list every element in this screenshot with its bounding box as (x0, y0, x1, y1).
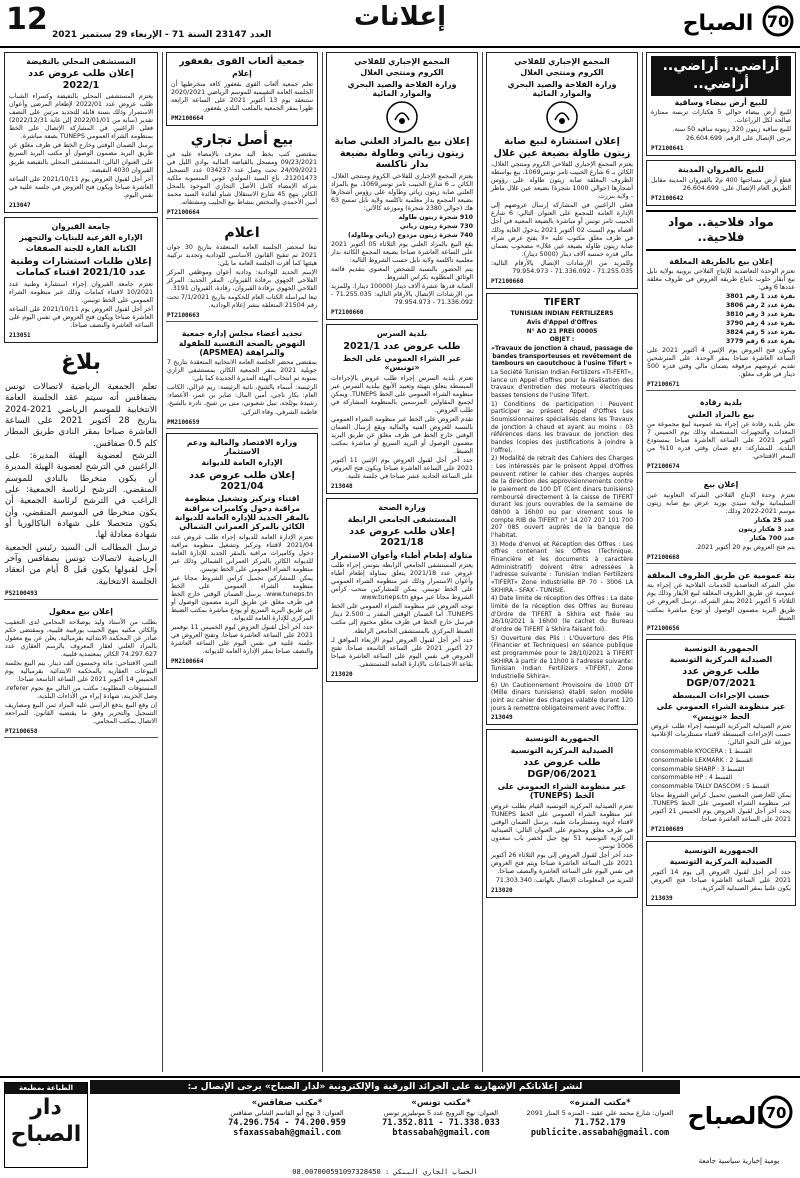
ad-text: قطع أرض مساحتها 400 م2 بالقيروان المدينة مقابل الطريق العام الإتصال على: 26.604.699 (651, 176, 791, 192)
ad-text: يعتزم المجمع الإجباري للفلاحي الكروم ومنتجي الغلال، الكائن بـ 6 شارع الحبيب ثامر تونس1069، بيع بالمزاد العلني صابة زيتون زياتي وطاولة على رؤوس أشجارها بضيعة المجمع بدار معلمية تاكلسة ولاية نابل تمسح 63 هك (حوالي 2380 شجرة) وموزعة كالآتي: (331, 172, 473, 212)
ad-issuer: الكتابة القارة للجنة الصفقات (25, 244, 137, 254)
ad-issuer: الكروم ومنتجي الغلال (520, 68, 604, 78)
svg-text:70: 70 (766, 12, 790, 31)
printer-label: الطباعة بمطبعة (5, 1083, 87, 1094)
ad-text: تعلم جمعية ألعاب القوى بقعفور كافة منخرطيها أن الجلسة العامة التقييمية للموسم الرياضي 2020/2021 ستنعقد يوم 13 أكتوبر 2021 على الساعة الرابعة ظهرا بمقر الجمعية بالملعب البلدي بقعفور. (171, 80, 313, 112)
company-full-name: TUNISIAN INDIAN FERTILIZERS (510, 310, 614, 318)
office-email[interactable]: sfaxassabah@gmail.com (233, 1128, 341, 1139)
ad-text: حدد آخر أجل لقبول العروض يوم الإثنين 11 أكتوبر 2021 على الساعة العاشرة صباحا ويكون فتح العروض على الساعة الحادية عشر صباحا في جلسة علنية. (331, 457, 473, 481)
contact-strip: لنشر إعلاناتكم الإشهارية على الجرائد الورقية والإلكترونية «لدار الصباح» يرجى الإتصال بـ: (90, 1080, 680, 1094)
ad-title: إعلان بيع معقول (49, 607, 113, 617)
ad-object-label: OBJET : (549, 336, 575, 344)
ad-text: حدد آخر أجل لقبول العروض ليوم الإربعاء الموافق لـ 27 أكتوبر 2021 على الساعة التاسعة صباحا. تفتح العروض في نفس اليوم على الساعة العاشرة صباحا بقاعة الاجتماعات بالإدارة العامة للمستشفى. (331, 636, 473, 668)
ad-text: تبعا لمحضر الجلسة العامة المنعقدة بتاريخ 30 جوان 2021 تم تنقيح القانون الأساسي للودادية وتجديد تركيبة هيئتها كما أقرت الجلسة العامة ما يلي: (167, 243, 317, 267)
ad-telecom-club (4, 380, 158, 600)
ad-issuer: الجمهورية التونسية (684, 643, 758, 653)
ad-text: وللمزيد من الإرشادات الإتصال بالأرقام التالية: 71.255.035 - 71.336.092 - 79.954.973 (491, 259, 633, 275)
ad-olive-auction (326, 52, 478, 320)
ad-reference: PT2100641 (651, 145, 684, 153)
ad-subtitle: بيع بالمزاد العلني (687, 409, 755, 419)
ad-subtitle: عبر منظومة الشراء العمومي على الخط (TUNEPS) (497, 781, 627, 801)
ad-reference: PT2100663 (167, 312, 200, 320)
column-rule (322, 52, 323, 1072)
office-title: *مكتب تونس» (411, 1098, 471, 1108)
ad-title: طلب عروض عدد 2021/1 (343, 340, 461, 352)
column-rule (162, 52, 163, 1072)
ad-title: إعلان طلب عروض عدد 2022/1 (28, 68, 134, 91)
list-item: 910 شجرة زيتون طاولة (398, 213, 473, 221)
column-2 (486, 52, 638, 1072)
ad-pharmacy-tender-07 (646, 639, 796, 837)
ad-text: تعلم الجمعية الرياضية لاتصالات تونس بصفاقس أنه سيتم عقد الجلسة العامة الانتخابية للموسم الرياضي 2021-2024 بتاريخ 28 أكتوبر 2021 على الساعة العاشرة صباحا بمقر النادي طريق المطار كلم 0.5 صفاقس. (5, 381, 158, 449)
ad-title: إعلان طلب عروض عدد 2021/04 (189, 469, 295, 492)
ad-issuer: بلدية السرس (376, 329, 428, 339)
ad-title: طلب عروض عدد 2021/DGP/06 (523, 757, 601, 780)
ad-issuer: وزارة الاقتصاد والمالية ودعم الاستثمار (186, 437, 298, 456)
ad-text: يقع البيع بالمزاد العلني يوم الثلاثاء 05 أكتوبر 2021 على الساعة العاشرة صباحا بضيعة المجمع الكائنة بدار معلمية تاكلسة ولاية نابل حسب الشروط التالية: (331, 240, 473, 265)
office-title: *مكتب صفاقس» (251, 1098, 323, 1108)
ad-text: تعتزم الوحدة التعاضدية للإنتاج الفلاحي بروبية بولاية نابل بيع أبقار حلوب باتباع طريقة العروض في ظروف مغلقة عددها 6 وهي: (647, 267, 795, 291)
printer-badge (4, 1082, 88, 1168)
ad-table-olive-consult (486, 52, 638, 289)
ad-kairouan-university (4, 217, 158, 343)
company-name: TIFERT (543, 296, 581, 308)
ad-text: تعلن بلدية رقادة عن إجراء بتة عمومية لبيع مجموعة من المعدات والتجهيزات المستعملة وذلك يوم الخميس 7 أكتوبر 2021 على الساعة العاشرة صباحا بمستودع البلدية. للمشاركة: دفع ضمان وقتي قدره 10% من السعر الافتتاحي. (647, 421, 795, 461)
ad-text: تعتزم بلدية السرس إجراء طلب عروض بالإجراءات المبسطة يتعلق بتهيئة وتعبيد الأنهج ببلدية السرس عبر منظومة الشراء العمومي على الخط TUNEPS. ويمكن لجميع المقاولين المرسمين بالمنظومة المشاركة في طلب العروض. (331, 374, 473, 414)
lot-item: consommable KYOCERA : 1 القسط (651, 748, 752, 756)
list-item: بقرة عدد 1 رقم 3801 (725, 292, 795, 300)
ad-text: تعلن الشركة التعاضدية للخدمات الفلاحية عن إجراء بتة عمومية عن طريق الظروف المغلقة لبيع الأبقار وذلك يوم الثلاثاء 5 أكتوبر 2021 بمقر الشركة. ترسل العروض عن طريق البريد مضمون الوصول أو تودع مباشرة بمكتب الضبط. (647, 582, 795, 622)
ad-reference: 213048 (331, 483, 353, 491)
office-phone[interactable]: 71.352.811 - 71.338.033 (382, 1118, 500, 1129)
footer-tagline: يومية إخبارية سياسية جامعة (698, 1157, 780, 1166)
list-item: 740 شجرة زيتون مزدوج (زياتي وطاولة) (347, 231, 473, 239)
ad-issuer: الجمهورية التونسية (684, 845, 758, 855)
ad-text: 4) Date limite de réception des Offres : La date limite de la réception des Offres au Bureau d'Ordre de TIFERT à Skhira est fixée au 26/10/2021 à 16h00 (le cachet du Bureau d'ordre de TIFERT à Skhira faisant foi). (491, 595, 633, 634)
ad-reference: PT2100642 (651, 194, 684, 202)
list-item: 730 شجرة زيتون زياتي (399, 222, 473, 230)
ad-reference: PM2100659 (167, 418, 200, 426)
ad-text: توجه العروض عبر منظومة الشراء العمومي على الخط TUNEPS. أما الضمان الوقتي المقدر بـ 2.500 دينار فيرسل خارج الخط في ظرف مغلق مختوم إلى مكتب الضبط المركزي بالمستشفى الجامعي الرابطة. (331, 603, 473, 635)
ad-issuer: المستشفى المحلي بالنفيضة (26, 57, 136, 66)
ad-issuer: الجمهورية التونسية (525, 734, 599, 744)
ad-real-estate-sale (4, 604, 158, 738)
ad-olive-harvest-sale (646, 477, 796, 564)
ad-subtitle: عبر الشراء العمومي على الخط «تونبس» (342, 354, 462, 373)
list-item: بقرة عدد 2 رقم 3806 (725, 302, 795, 310)
column-1 (646, 52, 796, 1072)
ad-issuer: الصيدلية المركزية التونسية (510, 745, 614, 755)
ad-text: الترشح لعضوية الهيئة المديرة: على الراغبين في الترشح لعضوية الهيئة المديرة أن يكون منخرطا بالنادي للموسم المنقضي. الترشح لرئاسة الجمعية: على الراغب في الترشح لرئاسة الجمعية أن يكون منخرطا في الموسم المنقضي، وأن يكون متحصلا على شهادة الباكالوريا أو شهادة معادلة لها. (5, 451, 157, 541)
list-item: بقرة عدد 3 رقم 3810 (725, 311, 795, 319)
ad-text: يرجى الإتصال على الرقم: 26.604.699 (685, 135, 791, 143)
ad-sers-municipality (326, 324, 478, 494)
ad-object: «Travaux de jonction à chaud, passage de bandes transporteuses et revêtement de tambours en caoutchouc à l'usine Tifert » (491, 344, 633, 368)
column-rule (642, 52, 643, 1072)
ad-text: حدد آخر أجل لقبول العروض إلى يوم الثلاثاء 26 أكتوبر 2021 على الساعة العاشرة صباحا ويتم فتح العروض في نفس اليوم على الساعة العاشرة والنصف صباحا. (491, 851, 633, 875)
ad-tifert-tender (486, 293, 638, 726)
office-tunis (366, 1098, 516, 1170)
ad-text: حدد آخر أجل لقبول العروض ليوم الخميس 11 نوفمبر 2021 على الساعة العاشرة صباحا. وتفتح العروض في جلسة علنية في نفس اليوم على الساعة العاشرة والنصف صباحا بمقر الإدارة العامة للديوانة. (171, 624, 313, 656)
ad-customs-tender (166, 433, 318, 670)
office-email[interactable]: publicite.assabah@gmail.com (530, 1128, 670, 1139)
ad-reference: PT2100660 (331, 309, 364, 317)
ad-title: اعلام (224, 225, 260, 242)
list-item: بقرة عدد 6 رقم 3779 (725, 338, 795, 346)
list-item: بقرة عدد 4 رقم 3790 (725, 320, 795, 328)
ad-reference: 213051 (9, 331, 31, 339)
ad-text: تعتزم وحدة الإنتاج الفلاحي الشركة التعاونية عين السليمانية بولاية سيدي بوزيد عرض بيع صابة زيتون موسم 2021-2022 وذلك: (647, 491, 795, 515)
ad-reference: PT2100674 (647, 463, 680, 471)
ad-reference: PT2100664 (167, 209, 200, 217)
ad-number: N° AO 21 PREI 00005 (526, 327, 598, 335)
ad-subtitle: عبر منظومة الشراء العمومي على الخط «تونِبس» (656, 702, 786, 721)
ad-cattle-sale (646, 254, 796, 392)
gicfruits-emblem-icon (385, 100, 419, 134)
ad-reference: PT2100656 (647, 624, 680, 632)
ad-business-sale (166, 130, 318, 219)
gicfruits-emblem-icon (545, 100, 579, 134)
footer-logo[interactable] (684, 1082, 794, 1168)
ad-rabta-hospital (326, 498, 478, 681)
ad-apsmea-board (166, 326, 318, 428)
ad-sealed-bid (646, 568, 796, 635)
ad-subtitle: حسب الإجراءات المبسطة (672, 691, 770, 701)
ad-text: 6) Un Cautionnement Provisoire de 1000 DT (Mille dinars tunisiens) établi selon modèle joint au cahier des charges valable durant 120 jours à remettre obligatoirement avec l'offre. (491, 681, 633, 712)
ad-reference: PT2100689 (651, 825, 684, 833)
advertising-contacts-footer (0, 1076, 800, 1178)
office-menzah (520, 1098, 680, 1170)
ad-title: تجديد أعضاء مجلس إدارة جمعية النهوض بالصحة النفسية للطفولة والمراهقة (APSMEA) (178, 329, 306, 357)
announcement-heading: بلاغ (61, 349, 101, 375)
ad-text: بمقتضى كتب بخط اليد معرف بالإمضاء عليه في 09/23/2021 ومسجل بالقباضة المالية بوادي الليل في 24/09/2021 تحت وصل عدد 034237 عدد التسجيل 21201473، باع السيد المولدي عوني المنسوبة ملكية شركة الإمضاء كامل الأصل التجاري الموجود بالمحل الكائن بنهج 45 شارع الاستقلال شباو لفائدة السيد محمد أمين الأحمدي والمختص بنشاط بيع الحليب ومشتقاته. (167, 150, 317, 206)
ad-issuer: الصيدلية المركزية التونسية (669, 857, 773, 867)
list-item: عدد 25 هكتار (754, 516, 795, 524)
ad-subtitle: للبيع بالقيروان المدينة (677, 165, 764, 175)
ad-title: أراضي.. أراضي.. أراضي.. (651, 56, 791, 96)
ad-athletics-association (166, 52, 318, 126)
list-item: بقرة عدد 5 رقم 3824 (725, 329, 795, 337)
ad-nfidha-hospital (4, 52, 158, 213)
ad-reference: PT2100660 (491, 277, 524, 285)
ad-text: يمكن للمشاركين تحميل كراس الشروط مجانا عبر منظومة الشراء العمومي على الخط www.tuneps.tn. يرسل الضمان الوقتي خارج الخط في ظرف مغلق عن طريق البريد مضمون الوصول أو عن طريق البريد السريع أو يودع مباشرة بمكتب الضبط المركزي للإدارة العامة للديوانة. (171, 575, 313, 623)
ad-reference: PT2100668 (647, 554, 680, 562)
ad-text: يمكن للعارضين المعنيين تحميل كراس الشروط مجانا عبر منظومة الشراء العمومي على الخط TUNEPS. يحدد آخر أجل لقبول العروض يوم الخميس 21 أكتوبر 2021 على الساعة العاشرة صباحا. (651, 791, 791, 823)
ad-reference: 213020 (331, 670, 353, 678)
ad-text: تعتزم الصيدلية المركزية التونسية القيام بطلب عروض عبر منظومة الشراء العمومي على الخط TUNEPS لاقتناء أدوية ومستلزمات طبية. يرسل الضمان الوقتي في ظرف مغلق ومختوم على العنوان التالي: الصيدلية المركزية التونسية 51 نهج جبل لخضر باب سعدون 1006 تونس. (491, 802, 633, 850)
ad-text: يتم الحضور بالنسبة للشخص المعنوي بتقديم قائمة الوثائق المطلوبة بكراس الشروط. (331, 266, 473, 282)
ad-raqqada-auction (646, 395, 796, 473)
ad-title: إعلان طلب عروض عدد 2021/18 (349, 526, 455, 549)
ad-reference: 213020 (491, 887, 513, 895)
ad-subtitle: للبيع أرض بيضاء وساقية (674, 97, 768, 107)
ad-issuer: المجمع الإجباري للفلاحي (354, 57, 450, 66)
ad-title: بلدية رقادة (699, 398, 743, 408)
ad-text: تعتزم الصيدلية المركزية التونسية إجراء طلب عروض حسب الإجراءات المبسطة لاقتناء مستلزمات الإعلامية موزعة على النحو التالي: (651, 723, 791, 747)
lot-item: consommable LEXMARK : 2 القسط (651, 756, 753, 764)
ad-text: الرئيسة: أسماء بالشيخ، نائبة الرئيسة: ريم غزالي، الكاتب العام: بكار ناجي، أمين المال: صابر بن عمر، الأعضاء: رشيدة بوثلجة، نبيل شعبوني، منى بن شيخ، نادرة بالشيخ، فاطمة الشرفي، وفاء التركي. (167, 384, 317, 416)
footer-logo-wordmark: الصباح (687, 1102, 765, 1130)
ad-text: فعلى الراغبين في المشاركة إرسال عروضهم إلى الإدارة العامة للمجمع على العنوان التالي: 6 شارع الحبيب ثامر تونس أو مباشرة بالضيعة المعنية في أجل أقصاه يوم السبت 02 أكتوبر 2021 بدخول الغاية وذلك في ظرف مغلق مكتوب عليه «لا يفتح عرض شراء صابة زيتون طاولة بضيعة عين غلال» مصحوب بضمان مالي قدره خمسة آلاف دينار (5000 دينار). (491, 202, 634, 258)
ad-reference: 213047 (9, 201, 31, 209)
svg-text:70: 70 (765, 1104, 787, 1122)
ad-text: تبعا لمراسلة الكتاب العام للحكومة بتاريخ 7/1/2021 تحت رقم 21504 المتعلقة بنشر إعلام الودادية. (167, 294, 317, 310)
ad-reference: PS2100493 (5, 590, 38, 598)
office-address: العنوان: 3 نهج أبو القاسم الشابي صفاقس (230, 1109, 344, 1118)
ad-text: الإسم الجديد للودادية: ودادية أعوان وموظفي المركز الفلاحي الجهوي برقادة القيروان. المقر الجديد: المركز الفلاحي الجهوي برقادة القيروان، رقادة، القيروان 3191. (167, 268, 317, 293)
bank-account: الحساب الجاري البنكي : 08.007000591097328450 (292, 1168, 478, 1176)
logo-wordmark: الصباح (682, 11, 754, 36)
ad-text: 3) Mode d'envoi et Réception des Offres : Les offres contenant les Offres (Technique, Financière et les documents à caractère Administratif) doivent être adressées à l'adresse suivante : Tunisian Indian Fertilizers «TIFERT» Zone industrielle BP 70 - 3006 LA SKHIRA - SFAX - TUNISIE. (491, 540, 633, 594)
ad-title: إعلان طلبات استشارات وطنية عدد 2021/10 اقتناء كمامات (10, 255, 152, 279)
ad-issuer: الصيدلية المركزية التونسية (669, 654, 773, 664)
lot-item: consommable HP : 4 القسط (651, 774, 733, 782)
ad-title: إعلان بيع بالمزاد العلني صابة زيتون زياتي وطاولة بضيعة بدار تاكلسة (334, 136, 470, 171)
column-3 (326, 52, 478, 1072)
ad-reference: 213049 (491, 714, 513, 722)
ad-reference: 213039 (651, 894, 673, 902)
ad-pharmacy-tender-06 (486, 729, 638, 898)
ad-issuer: جامعة القيروان (51, 221, 111, 231)
ad-heading: Avis d'Appel d'Offres (526, 318, 598, 326)
ad-title: إعلان بيع بالطريقة المغلقة (669, 256, 773, 266)
lot-item: consommable TALLY DASCOM : 5 القسط (651, 782, 770, 790)
office-address: العنوان: نهج النرويج عدد 5 مونبليزير تونس (383, 1109, 499, 1118)
ad-subtitle: مناولة إطعام أطباء وأعوان الاستمرار (331, 550, 473, 560)
ad-notice (166, 223, 318, 322)
ad-kairouan-plots (646, 160, 796, 205)
ad-text: تعتزم جامعة القيروان إجراء استشارة وطنية عدد 10/2021 لاقتناء كمامات وذلك عبر منظومة الشراء العمومي على الخط تونبس. (9, 280, 153, 304)
ad-pharmacy-notice (646, 841, 796, 906)
ad-issuer: المستشفى الجامعي الرابطة (347, 514, 457, 524)
ad-issuer: الإدارة الفرعية للبنايات والتجهيز (19, 233, 143, 243)
printer-name: دار الصباح (10, 1094, 82, 1148)
ad-title: إعلان بيع (703, 480, 739, 490)
list-item: عدد 3 هكتار زيتون (738, 525, 795, 533)
ad-text: تقدم العروض على الخط عبر منظومة الشراء العمومي بالنسبة للعروض الفنية والمالية ويقع إرسال الضمان الوقتي خارج الخط في ظرف مغلق عن طريق البريد مضمون الوصول أو البريد السريع أو مباشرة بمكتب الضبط. (331, 415, 473, 456)
ad-reference: PT2100658 (5, 728, 38, 736)
ad-text: يعتزم المستشفى المحلي بالنفيضة وكسراء الشباب طلب عروض عدد 2022/01 لإطعام المرضى وأعوان الاستمرار وذلك بسنة قابلة للتجديد مرتين على النصف تقدير (سابة من 2022/01/01 إلى غاية 2022/12/31) فعلى الراغبين في المشاركة الإتصال على الخط بمنظومة الشراء العمومي TUNEPS بصفة مباشرة. (9, 93, 153, 141)
list-item: عدد 700 هكتار (749, 534, 795, 542)
ad-text: 5) Ouverture des Plis : L'Ouverture des Plis (Financier et Techniques) en séance publique est programmée pour le 28/10/2021 à TIFERT SKHIRA à partir de 11h00 à l'adresse suivante: Tunisian Indian Fertilizers «TIFERT, Zone Industrielle Skhira». (491, 634, 633, 681)
ad-reference: PM2100664 (171, 658, 204, 666)
ad-reference: PT2100671 (647, 381, 680, 389)
ad-text: آخر أجل لقبول العروض يوم 2021/10/11 على الساعة العاشرة صباحا ويكون فتح العروض في نفس اليوم على الساعة العاشرة والنصف صباحا. (9, 305, 153, 329)
section-banner: مواد فلاحية.. مواد فلاحية.. (646, 210, 796, 251)
ad-text: تعتزم الإدارة العامة للديوانة إجراء طلب عروض عدد 2021/04 لاقتناء وتركيز وتشغيل منظومة مراقبة دخول وكاميرات مراقبة بالمقر الجديد للإدارة العامة للديوانة الكائن بالمركز العمراني الشمالي وذلك عبر منظومة الشراء العمومي على الخط تونبس. (171, 533, 313, 573)
ad-text: آخر أجل لقبول العروض يوم 2021/10/11 على الساعة العاشرة صباحا ويكون فتح العروض في جلسة علنية في نفس اليوم. (9, 175, 153, 199)
ad-text: يعتزم المستشفى الجامعي الرابطة بتونس إجراء طلب عروض عدد 2021/18 يتعلق بمناولة إطعام أطباء وأعوان الاستمرار وذلك عبر منظومة الشراء العمومي على الخط تونبس. يمكن للمشاركين سحب كراس الشروط مجانا عبر موقع www.tuneps.tn. (331, 562, 473, 602)
column-rule (482, 52, 483, 1072)
ad-text: 1) Conditions de participation : Peuvent participer au présent Appel d'Offres Les Soumissionnaires spécialisés dans les Travaux de jonction à chaud et ayant au moins : 03 références dans les travaux de jonction des bandes (copies des justifications à joindre à l'offre). (491, 400, 633, 454)
section-title: إعلانات (353, 2, 447, 32)
ad-text: ترسل المطالب الى السيد رئيس الجمعية الرياضية لاتصالات تونس بصفاقس وآخر أجل لقبولها يكون قبل 8 أيام من انعقاد الجلسة الانتخابية. (5, 542, 157, 587)
ad-issuer: وزارة الفلاحة والصيد البحري والموارد المائية (347, 79, 457, 99)
ad-title: طلب عروض عدد 2021/DGP/07 (682, 666, 760, 689)
ad-text: الصابة قدرها عشرة آلاف دينار (10000 دينار). وللمزيد من الإرشادات الإتصال بالأرقام التالية: 71.255.035 - 71.336.092 - 79.954.973 (331, 283, 473, 307)
ad-issuer: الكروم ومنتجي الغلال (360, 68, 444, 78)
office-phone[interactable]: 71.752.179 (574, 1118, 626, 1129)
lot-item: consommable SHARP : 3 القسط (651, 765, 745, 773)
ad-text: بطلب من الأستاذ وليد بوصلاحة المحامي لدى التعقيب والكائن مكتبه بنهج الحبيب بورقيبة قليبية، وبمقتضى حكم صادر عن المحكمة الابتدائية بقرمبالية، يعلن عن بيع معقول بالمزاد العلني لعقار المعروف بالرسم العقاري عدد 74.297.627 الكائن بمعتمدية قليبية. (5, 618, 157, 658)
column-5 (4, 52, 158, 1072)
ad-text: المستوفات المطلوبة: مكتب من التالي مع نجوم referer، وصل الخزينة، شهادة إبراء من الأداءات البلدية. (5, 684, 157, 700)
office-address: العنوان: شارع محمد علي عقيد - المنزه 5 المنار 2091 (526, 1109, 674, 1118)
issue-line: العدد 23147 السنة 71 - الإربعاء 29 سبتمبر 2021 (52, 30, 272, 40)
page-number: 12 (6, 2, 48, 37)
ad-text: 2) Modalité de retrait des Cahiers des Charges : Les intéressés par le présent Appel d'Offres peuvent retirer le cahier des charges auprès de la direction des approvisionnements contre le paiement de 100 DT (Cent dinars tunisiens) remboursé directement à la caisse de TIFERT durant les jours ouvrables de la semaine de 08h00 à 16h00 ou par virement sous le compte RIB de TIFERT n° 14 207 207 101 700 207 085 ouvert auprès de la banque de l'habitat. (491, 455, 633, 540)
ad-title: جمعية ألعاب القوى بقعفور (179, 56, 305, 67)
office-sfax (212, 1098, 362, 1170)
ad-text: يرسل الضمان الوقتي وخارج الخط في ظرف مغلق عن طريق البريد مضمون الوصول أو مكتب البريد السريع على العنوان التالي: المستشفى المحلي بالنفيضة طريق القيروان 4030 النفيضة. (9, 142, 153, 174)
office-phone[interactable]: 74.296.754 - 74.200.959 (228, 1118, 346, 1129)
ad-text: يعتزم المجمع الإجباري للفلاحي الكروم ومنتجي الغلال، الكائن بـ 6 شارع الحبيب ثامر تونس1069، بيع بواسطة الظروف المغلقة صابة زيتون طاولة على رؤوس أشجارها (حوالي 1000 شجرة) بضيعة عين غلال ماطر - ولاية بنزرت. (491, 161, 633, 201)
ad-text: الثمن الافتتاحي: مائة وخمسون ألف دينار. يتم البيع بجلسة البيوعات العقارية بالمحكمة الابتدائية بقرمبالية يوم الخميس 14 أكتوبر 2021 على الساعة التاسعة صباحا. (5, 659, 157, 683)
ad-land-sale (646, 52, 796, 156)
office-title: *مكتب المنزه» (569, 1098, 631, 1108)
ad-issuer: وزارة الفلاحة والصيد البحري والموارد المائية (507, 79, 617, 99)
ad-issuer: وزارة الصحة (378, 503, 426, 513)
ad-text: بمقتضى محضر الجلسة العامة الانتخابية المنعقدة بتاريخ 7 جويلية 2021 بمقر الجمعية الكائن بمستشفى الرازي بمنوبة تم انتخاب الهيئة المديرة الجديدة كما يلي: (167, 359, 317, 383)
newspaper-logo[interactable] (666, 2, 794, 40)
ad-text: للمزيد من المعلومات الإتصال بالهاتف: 71.303.340 (495, 877, 633, 885)
ad-text: La Société Tunisian Indian Fertilizers «TI-FERT», lance un Appel d'offres pour la réalisation des travaux d'entretien des moteurs électriques basses tensions de l'usine Tifert. (491, 368, 633, 399)
ad-text: يتم فتح العروض يوم 20 أكتوبر 2021. (695, 544, 795, 551)
ad-title: بتة عمومية عن طريق الظروف المغلقة (647, 571, 795, 581)
ad-text: للبيع ساقية زيتون 320 زيتونة ساقية 50 سنة. (672, 126, 791, 134)
ad-title: إعلان استشارة لبيع صابة زيتون طاولة بضيعة عين غلال (493, 136, 631, 159)
ad-subtitle: إعلام (232, 69, 252, 79)
ad-reference: PM2100664 (171, 114, 204, 122)
ad-title: بيع أصل تجاري (190, 131, 294, 148)
office-email[interactable]: btassabah@gmail.com (392, 1128, 490, 1139)
ad-issuer: المجمع الإجباري للفلاحي (514, 57, 610, 66)
ad-text: ويكون فتح العروض يوم الإثنين 4 أكتوبر 2021 على الساعة العاشرة صباحا بمقر الوحدة. على المترشحين تقديم عروضهم مرفوقة بضمان مالي وقتي قدره 500 دينار في ظرف مغلق. (647, 347, 795, 379)
ad-text: حدد آخر أجل لقبول العروض إلى يوم 14 أكتوبر 2021 على الساعة العاشرة صباحا. فتح العروض يكون علنيا بمقر الصيدلية المركزية. (651, 868, 791, 892)
ad-issuer: الإدارة العامة للديوانة (201, 458, 283, 468)
ad-subtitle: اقتناء وتركيز وتشغيل منظومة مراقبة دخول وكاميرات مراقبة بالمقر الجديد للإدارة العامة للديوانة الكائن بالمركز العمراني الشمالي (174, 494, 310, 532)
ad-text: إن وقع البيع يدفع الراسي عليه المزاد ثمن البيع ومصاريف التسجيل والتحرير وفق ما يقتضيه القانون. للمراجعة الاتصال بمكتب المحامي. (5, 701, 157, 726)
ad-text: للبيع أرض بيضاء حوالي 5 هكتارات تربسة ممتازة صالحة لكل الزراعات. (651, 109, 791, 125)
column-4 (166, 52, 318, 1072)
page-header (0, 0, 800, 48)
